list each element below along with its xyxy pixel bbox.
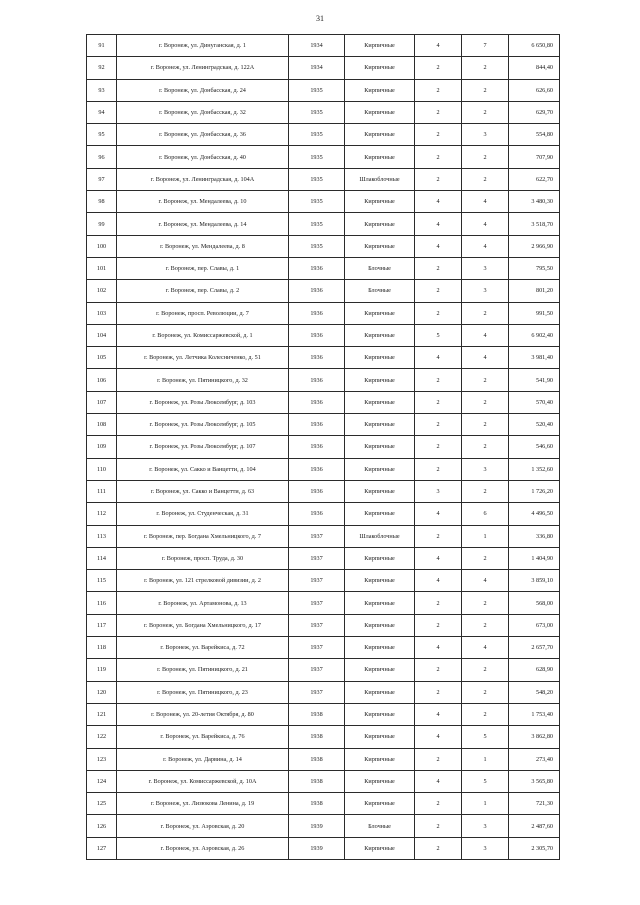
floors-cell: 2 — [415, 458, 462, 480]
wall-material-cell: Кирпичные — [345, 703, 415, 725]
address-cell: г. Воронеж, ул. Пятиницкого, д. 23 — [117, 681, 289, 703]
year-cell: 1936 — [289, 391, 345, 413]
wall-material-cell: Кирпичные — [345, 35, 415, 57]
entrances-cell: 2 — [462, 168, 509, 190]
entrances-cell: 2 — [462, 592, 509, 614]
area-cell: 3 862,80 — [509, 726, 560, 748]
year-cell: 1937 — [289, 614, 345, 636]
floors-cell: 2 — [415, 124, 462, 146]
address-cell: г. Воронеж, ул. Аэровская, д. 26 — [117, 837, 289, 859]
wall-material-cell: Кирпичные — [345, 79, 415, 101]
table-row — [87, 324, 560, 346]
table-row — [87, 748, 560, 770]
row-number: 99 — [87, 213, 117, 235]
table-row — [87, 235, 560, 257]
floors-cell: 4 — [415, 637, 462, 659]
entrances-cell: 2 — [462, 369, 509, 391]
table-row — [87, 414, 560, 436]
floors-cell: 4 — [415, 191, 462, 213]
entrances-cell: 4 — [462, 347, 509, 369]
area-cell: 3 518,70 — [509, 213, 560, 235]
row-number: 109 — [87, 436, 117, 458]
entrances-cell: 6 — [462, 503, 509, 525]
table-row — [87, 124, 560, 146]
row-number: 93 — [87, 79, 117, 101]
row-number: 113 — [87, 525, 117, 547]
table-row — [87, 480, 560, 502]
area-cell: 546,60 — [509, 436, 560, 458]
wall-material-cell: Кирпичные — [345, 391, 415, 413]
year-cell: 1935 — [289, 101, 345, 123]
row-number: 106 — [87, 369, 117, 391]
entrances-cell: 3 — [462, 280, 509, 302]
row-number: 110 — [87, 458, 117, 480]
floors-cell: 2 — [415, 659, 462, 681]
year-cell: 1936 — [289, 369, 345, 391]
wall-material-cell: Блочные — [345, 280, 415, 302]
area-cell: 3 859,10 — [509, 570, 560, 592]
entrances-cell: 2 — [462, 681, 509, 703]
address-cell: г. Воронеж, ул. Ленинградская, д. 122А — [117, 57, 289, 79]
year-cell: 1935 — [289, 213, 345, 235]
row-number: 123 — [87, 748, 117, 770]
year-cell: 1937 — [289, 547, 345, 569]
area-cell: 721,30 — [509, 793, 560, 815]
address-cell: г. Воронеж, ул. Мендалеева, д. 14 — [117, 213, 289, 235]
table-row — [87, 659, 560, 681]
table-row — [87, 793, 560, 815]
entrances-cell: 4 — [462, 637, 509, 659]
area-cell: 844,40 — [509, 57, 560, 79]
entrances-cell: 5 — [462, 726, 509, 748]
year-cell: 1939 — [289, 815, 345, 837]
wall-material-cell: Кирпичные — [345, 213, 415, 235]
address-cell: г. Воронеж, ул. Ленинградская, д. 104А — [117, 168, 289, 190]
entrances-cell: 2 — [462, 101, 509, 123]
table-row — [87, 168, 560, 190]
entrances-cell: 2 — [462, 302, 509, 324]
entrances-cell: 3 — [462, 257, 509, 279]
entrances-cell: 3 — [462, 458, 509, 480]
table-row — [87, 681, 560, 703]
table-row — [87, 592, 560, 614]
table-row — [87, 213, 560, 235]
entrances-cell: 1 — [462, 793, 509, 815]
entrances-cell: 2 — [462, 614, 509, 636]
floors-cell: 2 — [415, 793, 462, 815]
floors-cell: 2 — [415, 369, 462, 391]
row-number: 115 — [87, 570, 117, 592]
wall-material-cell: Блочные — [345, 257, 415, 279]
year-cell: 1938 — [289, 770, 345, 792]
table-row — [87, 79, 560, 101]
year-cell: 1937 — [289, 681, 345, 703]
wall-material-cell: Кирпичные — [345, 124, 415, 146]
entrances-cell: 2 — [462, 414, 509, 436]
row-number: 91 — [87, 35, 117, 57]
row-number: 94 — [87, 101, 117, 123]
area-cell: 629,70 — [509, 101, 560, 123]
wall-material-cell: Кирпичные — [345, 748, 415, 770]
table-row — [87, 347, 560, 369]
year-cell: 1936 — [289, 414, 345, 436]
wall-material-cell: Кирпичные — [345, 592, 415, 614]
floors-cell: 4 — [415, 703, 462, 725]
address-cell: г. Воронеж, ул. Богдана Хмельницкого, д. 17 — [117, 614, 289, 636]
entrances-cell: 2 — [462, 79, 509, 101]
year-cell: 1936 — [289, 347, 345, 369]
floors-cell: 4 — [415, 726, 462, 748]
housing-registry-table — [86, 34, 560, 860]
address-cell: г. Воронеж, ул. Комиссаржевской, д. 10А — [117, 770, 289, 792]
table-row — [87, 503, 560, 525]
table-row — [87, 637, 560, 659]
row-number: 117 — [87, 614, 117, 636]
entrances-cell: 1 — [462, 525, 509, 547]
floors-cell: 2 — [415, 681, 462, 703]
area-cell: 570,40 — [509, 391, 560, 413]
address-cell: г. Воронеж, ул. Варейкиса, д. 76 — [117, 726, 289, 748]
address-cell: г. Воронеж, ул. Мендалеева, д. 8 — [117, 235, 289, 257]
year-cell: 1937 — [289, 592, 345, 614]
row-number: 122 — [87, 726, 117, 748]
wall-material-cell: Кирпичные — [345, 191, 415, 213]
area-cell: 801,20 — [509, 280, 560, 302]
floors-cell: 4 — [415, 213, 462, 235]
entrances-cell: 3 — [462, 124, 509, 146]
wall-material-cell: Кирпичные — [345, 614, 415, 636]
floors-cell: 2 — [415, 414, 462, 436]
area-cell: 541,90 — [509, 369, 560, 391]
wall-material-cell: Шлакоблочные — [345, 525, 415, 547]
floors-cell: 2 — [415, 257, 462, 279]
entrances-cell: 2 — [462, 391, 509, 413]
row-number: 95 — [87, 124, 117, 146]
floors-cell: 4 — [415, 547, 462, 569]
entrances-cell: 2 — [462, 547, 509, 569]
area-cell: 1 352,60 — [509, 458, 560, 480]
wall-material-cell: Блочные — [345, 815, 415, 837]
floors-cell: 2 — [415, 168, 462, 190]
table-row — [87, 703, 560, 725]
row-number: 102 — [87, 280, 117, 302]
address-cell: г. Воронеж, ул. 121 стрелковой дивизии, д. 2 — [117, 570, 289, 592]
address-cell: г. Воронеж, ул. Комиссаржевской, д. 1 — [117, 324, 289, 346]
area-cell: 3 981,40 — [509, 347, 560, 369]
area-cell: 707,90 — [509, 146, 560, 168]
year-cell: 1939 — [289, 837, 345, 859]
floors-cell: 2 — [415, 302, 462, 324]
table-row — [87, 458, 560, 480]
year-cell: 1938 — [289, 703, 345, 725]
area-cell: 991,50 — [509, 302, 560, 324]
floors-cell: 2 — [415, 815, 462, 837]
year-cell: 1937 — [289, 570, 345, 592]
row-number: 119 — [87, 659, 117, 681]
table-row — [87, 837, 560, 859]
year-cell: 1936 — [289, 458, 345, 480]
wall-material-cell: Кирпичные — [345, 793, 415, 815]
entrances-cell: 1 — [462, 748, 509, 770]
area-cell: 628,90 — [509, 659, 560, 681]
area-cell: 622,70 — [509, 168, 560, 190]
year-cell: 1936 — [289, 436, 345, 458]
wall-material-cell: Кирпичные — [345, 235, 415, 257]
floors-cell: 2 — [415, 79, 462, 101]
address-cell: г. Воронеж, пер. Богдана Хмельницкого, д. 7 — [117, 525, 289, 547]
year-cell: 1938 — [289, 793, 345, 815]
table-row — [87, 101, 560, 123]
wall-material-cell: Шлакоблочные — [345, 168, 415, 190]
page-number: 31 — [316, 14, 324, 23]
table-row — [87, 726, 560, 748]
wall-material-cell: Кирпичные — [345, 324, 415, 346]
table-row — [87, 391, 560, 413]
year-cell: 1935 — [289, 191, 345, 213]
address-cell: г. Воронеж, ул. Донбасская, д. 24 — [117, 79, 289, 101]
area-cell: 626,60 — [509, 79, 560, 101]
table-row — [87, 191, 560, 213]
year-cell: 1936 — [289, 503, 345, 525]
wall-material-cell: Кирпичные — [345, 503, 415, 525]
address-cell: г. Воронеж, ул. Артамонова, д. 13 — [117, 592, 289, 614]
wall-material-cell: Кирпичные — [345, 146, 415, 168]
address-cell: г. Воронеж, ул. Мендалеева, д. 10 — [117, 191, 289, 213]
wall-material-cell: Кирпичные — [345, 770, 415, 792]
area-cell: 2 487,60 — [509, 815, 560, 837]
wall-material-cell: Кирпичные — [345, 57, 415, 79]
wall-material-cell: Кирпичные — [345, 726, 415, 748]
table-row — [87, 436, 560, 458]
entrances-cell: 2 — [462, 146, 509, 168]
area-cell: 4 496,50 — [509, 503, 560, 525]
address-cell: г. Воронеж, ул. Розы Люксембург, д. 105 — [117, 414, 289, 436]
floors-cell: 4 — [415, 570, 462, 592]
floors-cell: 2 — [415, 101, 462, 123]
year-cell: 1936 — [289, 480, 345, 502]
wall-material-cell: Кирпичные — [345, 681, 415, 703]
floors-cell: 4 — [415, 770, 462, 792]
year-cell: 1936 — [289, 302, 345, 324]
year-cell: 1936 — [289, 280, 345, 302]
year-cell: 1936 — [289, 257, 345, 279]
area-cell: 2 657,70 — [509, 637, 560, 659]
address-cell: г. Воронеж, ул. Летчика Колесниченко, д. 51 — [117, 347, 289, 369]
row-number: 98 — [87, 191, 117, 213]
address-cell: г. Воронеж, ул. Лизюкова Ленина, д. 19 — [117, 793, 289, 815]
address-cell: г. Воронеж, пер. Славы, д. 2 — [117, 280, 289, 302]
table-row — [87, 280, 560, 302]
entrances-cell: 7 — [462, 35, 509, 57]
row-number: 111 — [87, 480, 117, 502]
year-cell: 1938 — [289, 726, 345, 748]
address-cell: г. Воронеж, ул. Варейкиса, д. 72 — [117, 637, 289, 659]
area-cell: 554,80 — [509, 124, 560, 146]
table-row — [87, 614, 560, 636]
wall-material-cell: Кирпичные — [345, 302, 415, 324]
wall-material-cell: Кирпичные — [345, 458, 415, 480]
year-cell: 1938 — [289, 748, 345, 770]
area-cell: 6 650,80 — [509, 35, 560, 57]
table-row — [87, 525, 560, 547]
row-number: 114 — [87, 547, 117, 569]
wall-material-cell: Кирпичные — [345, 101, 415, 123]
entrances-cell: 2 — [462, 703, 509, 725]
floors-cell: 4 — [415, 347, 462, 369]
row-number: 116 — [87, 592, 117, 614]
entrances-cell: 3 — [462, 837, 509, 859]
area-cell: 568,00 — [509, 592, 560, 614]
area-cell: 3 480,30 — [509, 191, 560, 213]
year-cell: 1935 — [289, 235, 345, 257]
year-cell: 1937 — [289, 659, 345, 681]
table-row — [87, 547, 560, 569]
wall-material-cell: Кирпичные — [345, 659, 415, 681]
floors-cell: 3 — [415, 480, 462, 502]
floors-cell: 5 — [415, 324, 462, 346]
row-number: 120 — [87, 681, 117, 703]
wall-material-cell: Кирпичные — [345, 837, 415, 859]
address-cell: г. Воронеж, ул. Аэровская, д. 20 — [117, 815, 289, 837]
floors-cell: 4 — [415, 35, 462, 57]
floors-cell: 2 — [415, 436, 462, 458]
table-row — [87, 257, 560, 279]
year-cell: 1934 — [289, 35, 345, 57]
entrances-cell: 4 — [462, 570, 509, 592]
year-cell: 1937 — [289, 525, 345, 547]
floors-cell: 4 — [415, 235, 462, 257]
wall-material-cell: Кирпичные — [345, 369, 415, 391]
floors-cell: 2 — [415, 525, 462, 547]
year-cell: 1935 — [289, 79, 345, 101]
area-cell: 1 404,90 — [509, 547, 560, 569]
area-cell: 6 902,40 — [509, 324, 560, 346]
floors-cell: 2 — [415, 614, 462, 636]
area-cell: 1 753,40 — [509, 703, 560, 725]
year-cell: 1935 — [289, 146, 345, 168]
area-cell: 673,00 — [509, 614, 560, 636]
address-cell: г. Воронеж, пер. Славы, д. 1 — [117, 257, 289, 279]
entrances-cell: 4 — [462, 191, 509, 213]
wall-material-cell: Кирпичные — [345, 570, 415, 592]
address-cell: г. Воронеж, ул. Сакко и Ванцетти, д. 63 — [117, 480, 289, 502]
table-row — [87, 57, 560, 79]
floors-cell: 2 — [415, 57, 462, 79]
year-cell: 1935 — [289, 124, 345, 146]
area-cell: 520,40 — [509, 414, 560, 436]
row-number: 92 — [87, 57, 117, 79]
floors-cell: 2 — [415, 837, 462, 859]
floors-cell: 4 — [415, 503, 462, 525]
floors-cell: 2 — [415, 748, 462, 770]
area-cell: 2 305,70 — [509, 837, 560, 859]
address-cell: г. Воронеж, ул. Сакко и Ванцетти, д. 104 — [117, 458, 289, 480]
row-number: 112 — [87, 503, 117, 525]
row-number: 108 — [87, 414, 117, 436]
entrances-cell: 4 — [462, 213, 509, 235]
entrances-cell: 4 — [462, 324, 509, 346]
wall-material-cell: Кирпичные — [345, 480, 415, 502]
row-number: 104 — [87, 324, 117, 346]
wall-material-cell: Кирпичные — [345, 414, 415, 436]
address-cell: г. Воронеж, ул. Розы Люксембург, д. 103 — [117, 391, 289, 413]
address-cell: г. Воронеж, ул. Донбасская, д. 32 — [117, 101, 289, 123]
area-cell: 548,20 — [509, 681, 560, 703]
area-cell: 2 966,90 — [509, 235, 560, 257]
address-cell: г. Воронеж, ул. Донбасская, д. 40 — [117, 146, 289, 168]
address-cell: г. Воронеж, ул. 20-летия Октября, д. 80 — [117, 703, 289, 725]
floors-cell: 2 — [415, 280, 462, 302]
row-number: 103 — [87, 302, 117, 324]
table-body — [87, 35, 560, 860]
entrances-cell: 3 — [462, 815, 509, 837]
row-number: 118 — [87, 637, 117, 659]
address-cell: г. Воронеж, ул. Розы Люксембург, д. 107 — [117, 436, 289, 458]
address-cell: г. Воронеж, ул. Студенческая, д. 31 — [117, 503, 289, 525]
row-number: 121 — [87, 703, 117, 725]
area-cell: 1 726,20 — [509, 480, 560, 502]
table-row — [87, 35, 560, 57]
entrances-cell: 2 — [462, 436, 509, 458]
address-cell: г. Воронеж, просп. Революции, д. 7 — [117, 302, 289, 324]
year-cell: 1937 — [289, 637, 345, 659]
address-cell: г. Воронеж, ул. Дарвина, д. 14 — [117, 748, 289, 770]
address-cell: г. Воронеж, ул. Пятиницкого, д. 21 — [117, 659, 289, 681]
row-number: 105 — [87, 347, 117, 369]
wall-material-cell: Кирпичные — [345, 547, 415, 569]
area-cell: 273,40 — [509, 748, 560, 770]
area-cell: 795,50 — [509, 257, 560, 279]
table-row — [87, 570, 560, 592]
wall-material-cell: Кирпичные — [345, 347, 415, 369]
address-cell: г. Воронеж, ул. Пятиницкого, д. 32 — [117, 369, 289, 391]
address-cell: г. Воронеж, ул. Донбасская, д. 36 — [117, 124, 289, 146]
row-number: 127 — [87, 837, 117, 859]
floors-cell: 2 — [415, 592, 462, 614]
entrances-cell: 5 — [462, 770, 509, 792]
year-cell: 1934 — [289, 57, 345, 79]
area-cell: 336,80 — [509, 525, 560, 547]
row-number: 96 — [87, 146, 117, 168]
address-cell: г. Воронеж, ул. Динуганская, д. 1 — [117, 35, 289, 57]
row-number: 101 — [87, 257, 117, 279]
table-row — [87, 146, 560, 168]
entrances-cell: 2 — [462, 659, 509, 681]
row-number: 126 — [87, 815, 117, 837]
entrances-cell: 2 — [462, 480, 509, 502]
floors-cell: 2 — [415, 391, 462, 413]
area-cell: 3 565,80 — [509, 770, 560, 792]
table-row — [87, 302, 560, 324]
row-number: 124 — [87, 770, 117, 792]
row-number: 100 — [87, 235, 117, 257]
table-row — [87, 369, 560, 391]
entrances-cell: 4 — [462, 235, 509, 257]
address-cell: г. Воронеж, просп. Труда, д. 30 — [117, 547, 289, 569]
row-number: 97 — [87, 168, 117, 190]
row-number: 107 — [87, 391, 117, 413]
year-cell: 1935 — [289, 168, 345, 190]
table-row — [87, 770, 560, 792]
floors-cell: 2 — [415, 146, 462, 168]
year-cell: 1936 — [289, 324, 345, 346]
wall-material-cell: Кирпичные — [345, 637, 415, 659]
row-number: 125 — [87, 793, 117, 815]
entrances-cell: 2 — [462, 57, 509, 79]
wall-material-cell: Кирпичные — [345, 436, 415, 458]
table-row — [87, 815, 560, 837]
